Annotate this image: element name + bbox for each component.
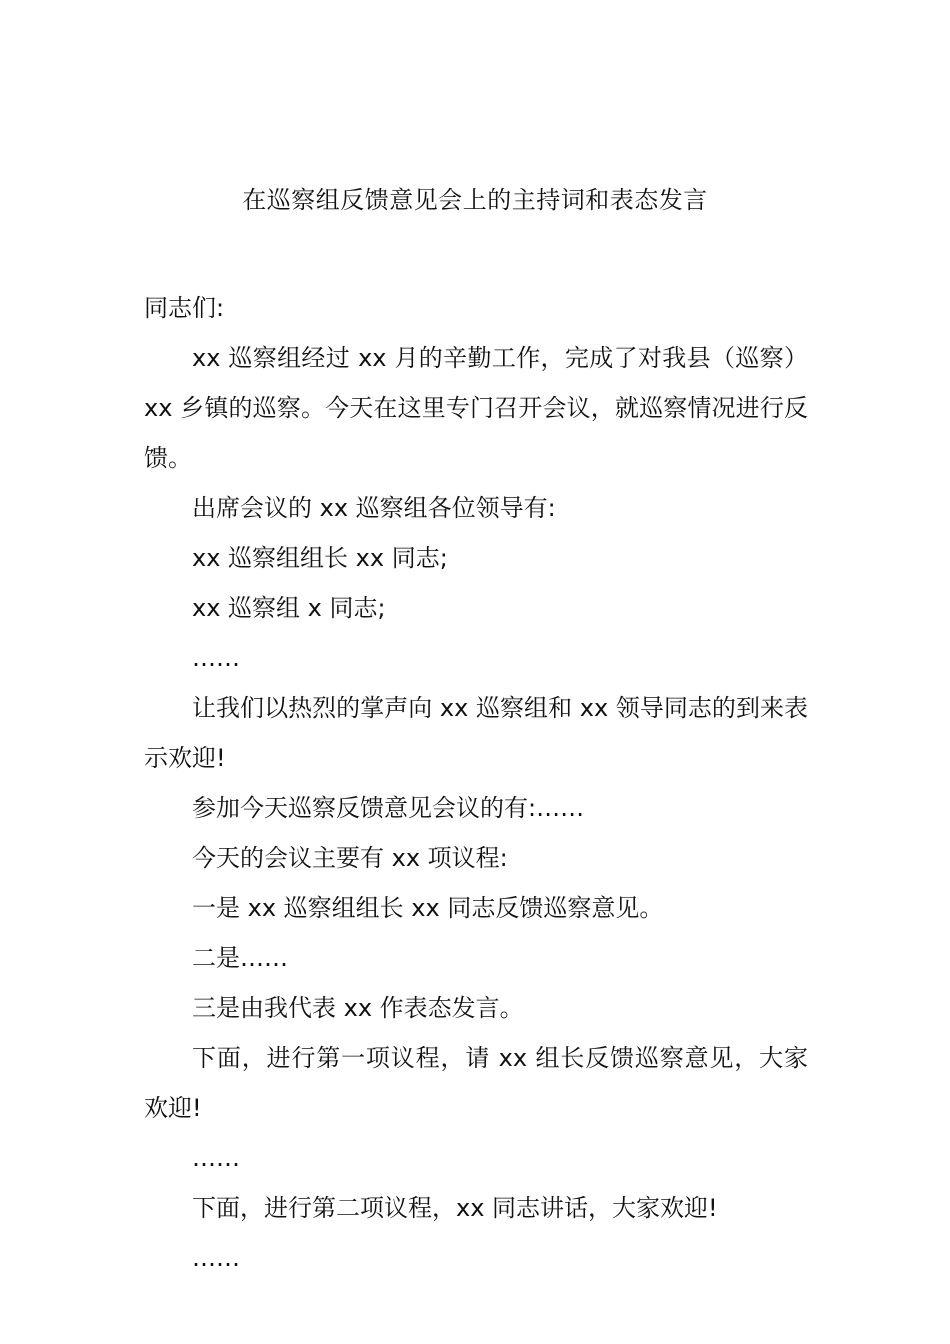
ellipsis-line: …… — [192, 1244, 240, 1272]
ellipsis-line: …… — [192, 644, 240, 672]
paragraph: 参加今天巡察反馈意见会议的有:…… — [192, 794, 585, 822]
paragraph: xx 巡察组经过 xx 月的辛勤工作，完成了对我县（巡察）xx 乡镇的巡察。今天在这里专门召开会议，就巡察情况进行反馈。 — [144, 344, 808, 472]
salutation: 同志们: — [144, 294, 225, 322]
agenda-item-1: 一是 xx 巡察组组长 xx 同志反馈巡察意见。 — [192, 894, 664, 922]
paragraph: 下面，进行第二项议程，xx 同志讲话，大家欢迎! — [192, 1194, 718, 1222]
agenda-item-3: 三是由我代表 xx 作表态发言。 — [192, 994, 524, 1022]
ellipsis-line: …… — [192, 1144, 240, 1172]
paragraph: 出席会议的 xx 巡察组各位领导有: — [192, 494, 556, 522]
paragraph: 下面，进行第一项议程，请 xx 组长反馈巡察意见，大家欢迎! — [144, 1044, 808, 1122]
paragraph: 今天的会议主要有 xx 项议程: — [192, 844, 508, 872]
paragraph: 让我们以热烈的掌声向 xx 巡察组和 xx 领导同志的到来表示欢迎! — [144, 694, 808, 772]
document-title: 在巡察组反馈意见会上的主持词和表态发言 — [242, 186, 708, 214]
document-body — [144, 283, 808, 1283]
paragraph: xx 巡察组组长 xx 同志; — [192, 544, 448, 572]
agenda-item-2: 二是…… — [192, 944, 288, 972]
paragraph: xx 巡察组 x 同志; — [192, 594, 386, 622]
